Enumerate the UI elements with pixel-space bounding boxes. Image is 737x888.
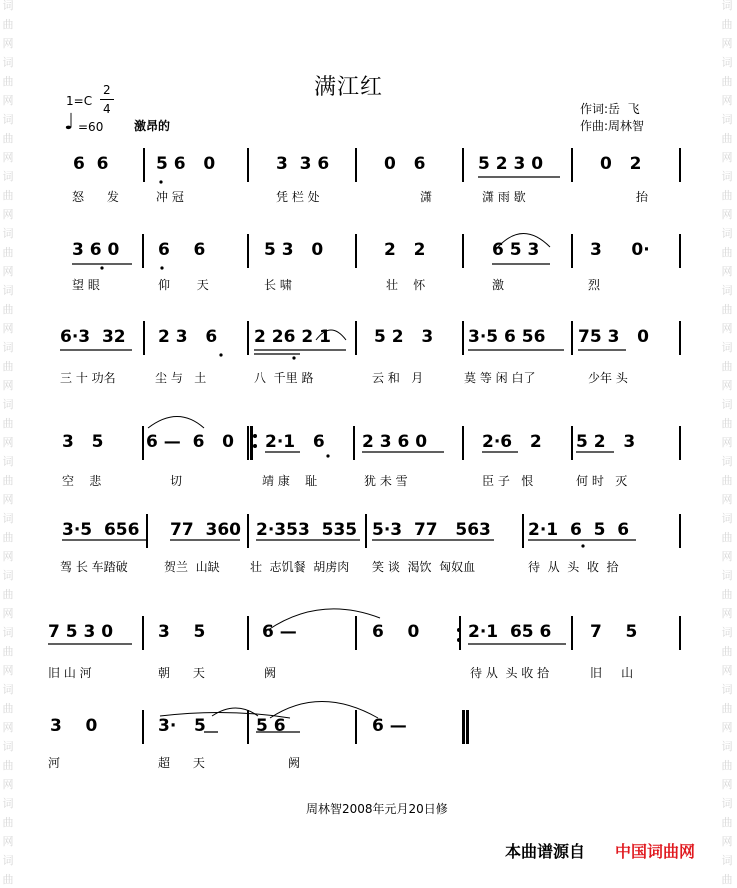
watermark-glyph: 词 [721, 626, 733, 639]
repeat-dot [457, 638, 461, 642]
slur [212, 708, 258, 716]
watermark-glyph: 网 [2, 664, 14, 677]
watermark-glyph: 网 [721, 379, 733, 392]
watermark-glyph: 网 [721, 721, 733, 734]
melody-segment: 2·1 6 [265, 432, 325, 452]
lyric-segment: 旧 山 [590, 666, 634, 680]
watermark-glyph: 词 [721, 683, 733, 696]
watermark-glyph: 曲 [721, 702, 733, 715]
watermark-glyph: 词 [2, 56, 14, 69]
watermark-glyph: 词 [2, 740, 14, 753]
melody-segment: 75 3 0 [578, 327, 649, 347]
melody-segment: 2·353 535 [256, 520, 358, 540]
repeat-dot [253, 444, 257, 448]
watermark-glyph: 曲 [721, 645, 733, 658]
watermark-glyph: 网 [2, 322, 14, 335]
melody-segment: 6 — [372, 716, 407, 736]
watermark-glyph: 网 [2, 721, 14, 734]
watermark-glyph: 曲 [2, 18, 14, 31]
watermark-glyph: 词 [2, 683, 14, 696]
final-bar-line [466, 710, 469, 744]
lyric-segment: 怒 发 [72, 190, 119, 204]
watermark-glyph: 曲 [721, 303, 733, 316]
melody-segment: 6·3 32 [60, 327, 126, 347]
watermark-glyph: 网 [721, 607, 733, 620]
melody-segment: 5 6 [256, 716, 286, 736]
watermark-glyph: 词 [721, 56, 733, 69]
lyric-segment: 超 天 [158, 756, 205, 770]
watermark-glyph: 网 [721, 436, 733, 449]
watermark-glyph: 词 [721, 170, 733, 183]
watermark-glyph: 词 [721, 284, 733, 297]
melody-segment: 2·6 2 [482, 432, 542, 452]
watermark-glyph: 网 [721, 151, 733, 164]
lyric-segment: 待 从 头 收 拾 [528, 560, 619, 574]
octave-dot [581, 544, 584, 547]
lyric-segment: 冲 冠 [156, 190, 184, 204]
composer-credit: 作曲:周林智 [580, 119, 645, 133]
watermark-glyph: 词 [2, 626, 14, 639]
watermark-glyph: 网 [721, 550, 733, 563]
melody-segment: 7 5 [590, 622, 638, 642]
octave-dot [219, 353, 222, 356]
melody-segment: 6 6 [73, 154, 109, 174]
key-signature: 1=C [66, 94, 93, 108]
octave-dot [160, 266, 163, 269]
watermark-glyph: 词 [721, 797, 733, 810]
watermark-glyph: 曲 [721, 531, 733, 544]
watermark-glyph: 曲 [2, 246, 14, 259]
watermark-glyph: 词 [2, 284, 14, 297]
melody-segment: 6 5 3 [492, 240, 540, 260]
lyric-segment: 笑 谈 渴饮 匈奴血 [372, 560, 476, 574]
watermark-glyph: 曲 [721, 189, 733, 202]
song-title: 满江红 [314, 75, 384, 100]
repeat-dot [253, 434, 257, 438]
lyric-segment: 待 从 头 收 拾 [470, 666, 550, 680]
watermark-glyph: 曲 [721, 474, 733, 487]
lyric-segment: 莫 等 闲 白了 [464, 371, 536, 385]
melody-segment: 3 3 6 [276, 154, 330, 174]
watermark-glyph: 曲 [721, 18, 733, 31]
watermark-glyph: 曲 [721, 759, 733, 772]
lyric-segment: 云 和 月 [372, 371, 424, 385]
lyric-segment: 壮 志饥餐 胡虏肉 [250, 560, 350, 574]
watermark-glyph: 曲 [721, 417, 733, 430]
watermark-glyph: 曲 [2, 588, 14, 601]
watermark-glyph: 网 [721, 208, 733, 221]
watermark-glyph: 曲 [2, 645, 14, 658]
melody-segment: 5 3 0 [264, 240, 324, 260]
melody-segment: 5·3 77 563 [372, 520, 491, 540]
melody-segment: 77 360 [170, 520, 241, 540]
melody-segment: 2 2 [384, 240, 426, 260]
watermark-glyph: 词 [2, 170, 14, 183]
watermark-glyph: 词 [2, 227, 14, 240]
time-signature-denominator: 4 [103, 102, 111, 116]
watermark-glyph: 曲 [2, 474, 14, 487]
watermark-glyph: 词 [721, 569, 733, 582]
watermark-glyph: 网 [2, 379, 14, 392]
tempo-marking: =60 [78, 120, 104, 134]
lyric-segment: 烈 [588, 278, 601, 292]
watermark-glyph: 曲 [721, 360, 733, 373]
lyric-segment: 阙 [288, 756, 301, 770]
watermark-glyph: 词 [2, 113, 14, 126]
lyric-segment: 犹 未 雪 [364, 474, 408, 488]
source-label: 本曲谱源自 [505, 842, 586, 861]
watermark-glyph: 网 [2, 607, 14, 620]
watermark-glyph: 词 [721, 341, 733, 354]
lyric-segment: 臣 子 恨 [482, 474, 534, 488]
lyric-segment: 河 [48, 756, 61, 770]
lyricist-credit: 作词:岳 飞 [580, 102, 640, 116]
watermark-glyph: 词 [2, 512, 14, 525]
lyric-segment: 潇 [420, 190, 433, 204]
melody-segment: 2 3 6 [158, 327, 218, 347]
lyric-segment: 朝 天 [158, 666, 205, 680]
watermark-glyph: 词 [2, 341, 14, 354]
lyric-segment: 凭 栏 处 [276, 190, 320, 204]
lyric-segment: 切 [170, 474, 183, 488]
watermark-glyph: 曲 [2, 531, 14, 544]
lyric-segment: 少年 头 [588, 371, 628, 385]
expression-marking: 激昂的 [134, 119, 171, 133]
melody-segment: 2·1 65 6 [468, 622, 552, 642]
melody-segment: 6 — [262, 622, 297, 642]
watermark-glyph: 词 [2, 0, 14, 12]
lyric-segment: 三 十 功名 [60, 371, 116, 385]
melody-segment: 3 5 [158, 622, 206, 642]
lyric-segment: 仰 天 [158, 278, 209, 292]
melody-segment: 3 0 [50, 716, 98, 736]
melody-segment: 5 2 3 [374, 327, 434, 347]
lyric-segment: 阙 [264, 666, 277, 680]
watermark-glyph: 曲 [721, 588, 733, 601]
lyric-segment: 靖 康 耻 [262, 474, 318, 488]
watermark-glyph: 曲 [721, 132, 733, 145]
watermark-glyph: 曲 [2, 702, 14, 715]
watermark-glyph: 网 [2, 208, 14, 221]
revision-note: 周林智2008年元月20日修 [306, 802, 448, 816]
lyric-segment: 空 悲 [62, 474, 102, 488]
watermark-glyph: 曲 [721, 873, 733, 886]
watermark-glyph: 网 [2, 151, 14, 164]
watermark-glyph: 网 [721, 94, 733, 107]
watermark-glyph: 词 [721, 854, 733, 867]
slur [268, 609, 380, 630]
watermark-glyph: 网 [2, 550, 14, 563]
melody-segment: 2 26 2 1 [254, 327, 331, 347]
octave-dot [326, 454, 329, 457]
lyric-segment: 激 [492, 278, 505, 292]
watermark-glyph: 词 [721, 398, 733, 411]
watermark-glyph: 曲 [2, 75, 14, 88]
slur [316, 330, 346, 340]
melody-segment: 2·1 6 5 6 [528, 520, 630, 540]
lyric-segment: 旧 山 河 [48, 666, 92, 680]
repeat-dot [457, 628, 461, 632]
watermark-glyph: 网 [2, 835, 14, 848]
melody-segment: 3·5 6 56 [468, 327, 546, 347]
slur [148, 417, 204, 429]
watermark-glyph: 曲 [2, 303, 14, 316]
melody-segment: 5 2 3 [576, 432, 636, 452]
watermark-glyph: 词 [2, 854, 14, 867]
watermark-glyph: 曲 [721, 816, 733, 829]
source-site-link[interactable]: 中国词曲网 [615, 842, 696, 861]
melody-segment: 6 — 6 0 [146, 432, 234, 452]
watermark-glyph: 曲 [2, 759, 14, 772]
lyric-segment: 贺兰 山缺 [164, 560, 220, 574]
watermark-glyph: 曲 [721, 75, 733, 88]
watermark-glyph: 曲 [2, 360, 14, 373]
melody-segment: 0 6 [384, 154, 426, 174]
melody-segment: 3· 5 [158, 716, 206, 736]
octave-dot [100, 266, 103, 269]
lyric-segment: 尘 与 土 [155, 371, 207, 385]
watermark-glyph: 网 [721, 322, 733, 335]
melody-segment: 0 2 [600, 154, 642, 174]
melody-segment: 7 5 3 0 [48, 622, 114, 642]
lyric-segment: 驾 长 车踏破 [60, 560, 128, 574]
time-signature-numerator: 2 [103, 83, 111, 97]
lyric-segment: 抬 [636, 190, 649, 204]
watermark-glyph: 网 [2, 436, 14, 449]
melody-segment: 3 6 0 [72, 240, 120, 260]
watermark-glyph: 曲 [2, 873, 14, 886]
lyric-segment: 八 千里 路 [254, 371, 314, 385]
watermark-glyph: 词 [2, 398, 14, 411]
watermark-glyph: 网 [721, 493, 733, 506]
watermark-glyph: 网 [721, 664, 733, 677]
watermark-glyph: 网 [721, 37, 733, 50]
octave-dot [292, 356, 295, 359]
watermark-glyph: 词 [721, 512, 733, 525]
quarter-note-icon: ♩ [64, 110, 75, 135]
watermark-glyph: 词 [2, 569, 14, 582]
melody-segment: 6 0 [372, 622, 420, 642]
watermark-glyph: 网 [721, 265, 733, 278]
watermark-glyph: 网 [721, 835, 733, 848]
watermark-glyph: 词 [2, 797, 14, 810]
watermark-glyph: 网 [2, 265, 14, 278]
lyric-segment: 潇 雨 歇 [482, 190, 526, 204]
watermark-glyph: 词 [2, 455, 14, 468]
lyric-segment: 望 眼 [72, 278, 100, 292]
melody-segment: 5 6 0 [156, 154, 216, 174]
watermark-glyph: 网 [2, 94, 14, 107]
lyric-segment: 壮 怀 [386, 278, 426, 292]
watermark-glyph: 词 [721, 0, 733, 12]
watermark-glyph: 网 [2, 778, 14, 791]
watermark-glyph: 曲 [2, 417, 14, 430]
watermark-glyph: 词 [721, 740, 733, 753]
watermark-glyph: 网 [2, 493, 14, 506]
melody-segment: 3·5 656 [62, 520, 140, 540]
watermark-glyph: 曲 [2, 132, 14, 145]
melody-segment: 6 6 [158, 240, 206, 260]
watermark-glyph: 曲 [2, 189, 14, 202]
octave-dot [159, 180, 162, 183]
lyric-segment: 长 啸 [264, 278, 292, 292]
slur [498, 234, 550, 248]
watermark-glyph: 词 [721, 227, 733, 240]
watermark-glyph: 词 [721, 113, 733, 126]
melody-segment: 3 5 [62, 432, 104, 452]
watermark-glyph: 曲 [2, 816, 14, 829]
melody-segment: 5 2 3 0 [478, 154, 544, 174]
watermark-glyph: 网 [2, 37, 14, 50]
watermark-glyph: 词 [721, 455, 733, 468]
melody-segment: 2 3 6 0 [362, 432, 428, 452]
slur [270, 702, 378, 719]
watermark-glyph: 曲 [721, 246, 733, 259]
watermark-glyph: 网 [721, 778, 733, 791]
melody-segment: 3 0· [590, 240, 650, 260]
lyric-segment: 何 时 灭 [576, 474, 628, 488]
